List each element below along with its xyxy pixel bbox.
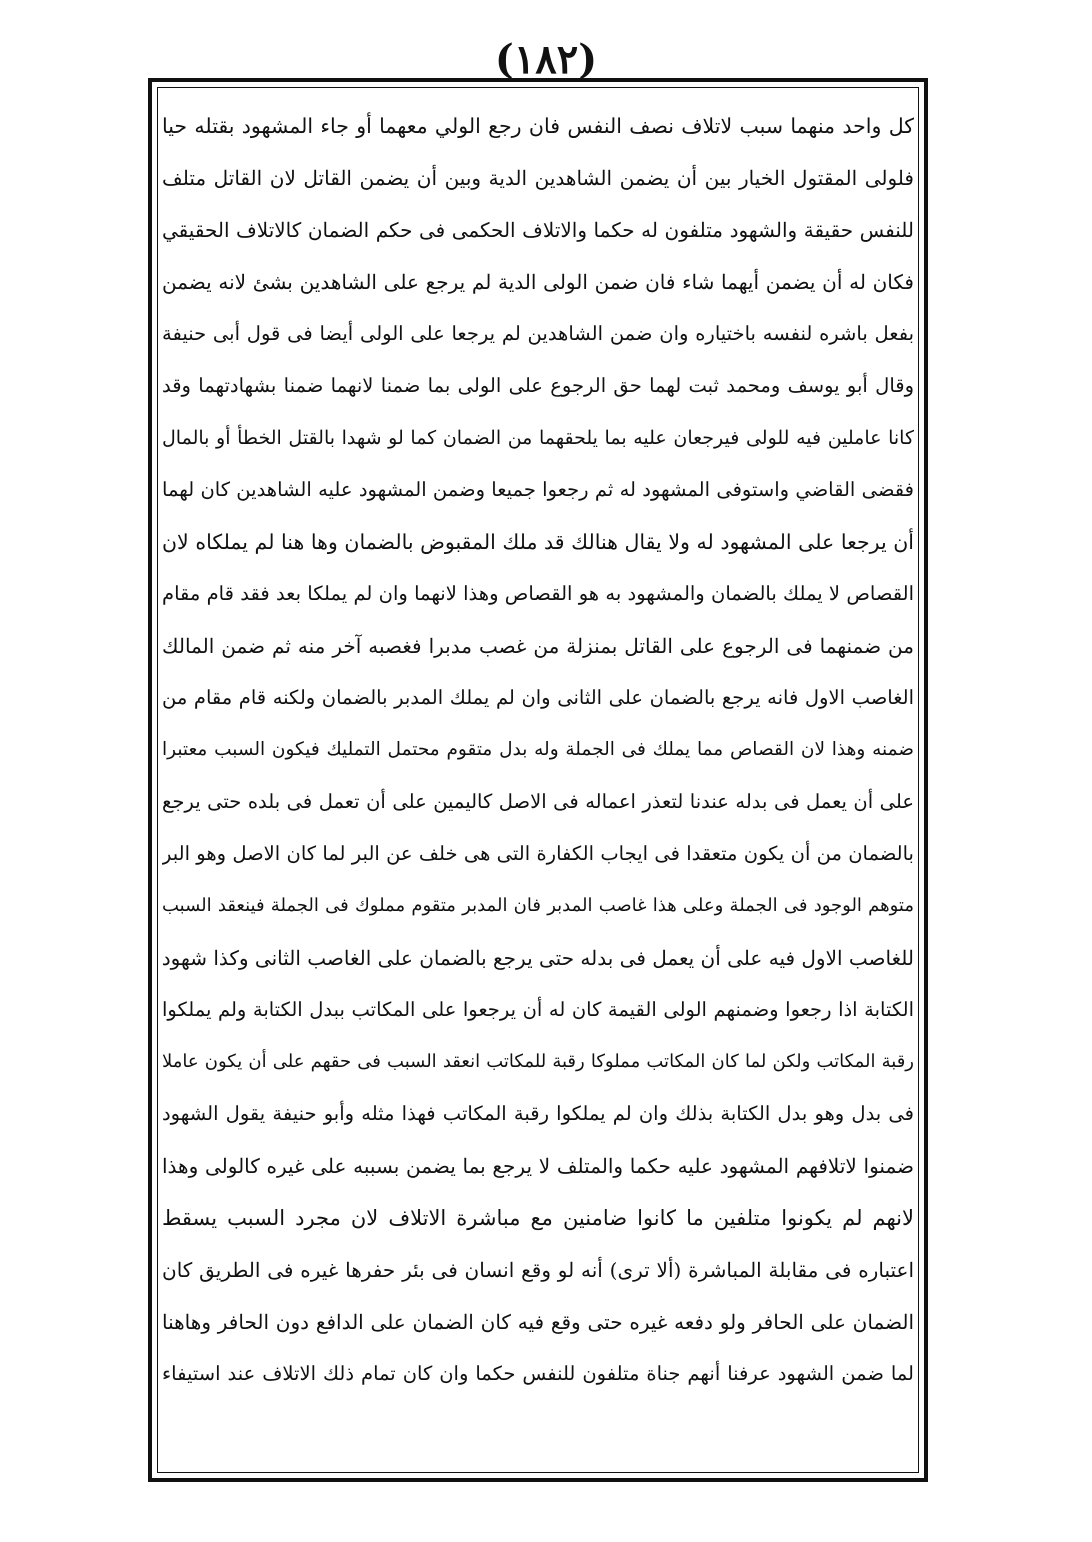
text-line: اعتباره فى مقابلة المباشرة (ألا ترى) أنه لو وقع انسان فى بئر حفرها غيره فى الطريق كان [162, 1258, 914, 1282]
text-line: فكان له أن يضمن أيهما شاء فان ضمن الولى الدية لم يرجع على الشاهدين بشئ لانه يضمن [162, 270, 914, 294]
text-line: بالضمان من أن يكون متعقدا فى ايجاب الكفارة التى هى خلف عن البر لما كان الاصل وهو البر [162, 842, 914, 865]
text-line: فقضى القاضي واستوفى المشهود له ثم رجعوا جميعا وضمن المشهود عليه الشاهدين كان لهما [162, 478, 914, 501]
text-line: وقال أبو يوسف ومحمد ثبت لهما حق الرجوع على الولى بما ضمنا لانهما ضمنا بشهادتهما وقد [162, 374, 914, 397]
text-line: كل واحد منهما سبب لاتلاف نصف النفس فان رجع الولي معهما أو جاء المشهود بقتله حيا [162, 114, 914, 138]
text-line: على أن يعمل فى بدله عندنا لتعذر اعماله فى الاصل كاليمين على أن تعمل فى بلده حتى يرجع [162, 790, 914, 813]
text-line: أن يرجعا على المشهود له ولا يقال هنالك قد ملك المقبوض بالضمان وها هنا لم يملكاه لان [162, 530, 914, 554]
text-line: فى بدل وهو بدل الكتابة بذلك وان لم يملكوا رقبة المكاتب فهذا مثله وأبو حنيفة يقول الشهود [162, 1102, 914, 1125]
text-line: بفعل باشره لنفسه باختياره وان ضمن الشاهدين لم يرجعا على الولى أيضا فى قول أبى حنيفة [162, 322, 914, 345]
text-line: متوهم الوجود فى الجملة وعلى هذا غاصب المدبر فان المدبر متقوم مملوك فى الجملة فينعقد السبب [162, 895, 914, 916]
page-number: (١٨٢) [494, 36, 598, 83]
text-line: الغاصب الاول فانه يرجع بالضمان على الثانى وان لم يملك المدبر بالضمان ولكنه قام مقام من [162, 686, 914, 709]
text-line: لما ضمن الشهود عرفنا أنهم جناة متلفون للنفس حكما وان كان تمام ذلك الاتلاف عند استيفاء [162, 1362, 914, 1385]
text-line: رقبة المكاتب ولكن لما كان المكاتب مملوكا رقبة للمكاتب انعقد السبب فى حقهم على أن يكون عاملا [162, 1051, 914, 1072]
text-line: ضمنوا لاتلافهم المشهود عليه حكما والمتلف لا يرجع بما يضمن بسببه على غيره كالولى وهذا [162, 1154, 914, 1178]
text-line: من ضمنهما فى الرجوع على القاتل بمنزلة من غصب مدبرا فغصبه آخر منه ثم ضمن المالك [162, 634, 914, 658]
text-line: لانهم لم يكونوا متلفين ما كانوا ضامنين مع مباشرة الاتلاف لان مجرد السبب يسقط [162, 1206, 914, 1230]
text-line: الكتابة اذا رجعوا وضمنهم الولى القيمة كان له أن يرجعوا على المكاتب ببدل الكتابة ولم يملكوا [162, 998, 914, 1021]
text-line: ضمنه وهذا لان القصاص مما يملك فى الجملة وله بدل متقوم محتمل التمليك فيكون السبب معتبرا [162, 739, 914, 760]
text-line: كانا عاملين فيه للولى فيرجعان عليه بما يلحقهما من الضمان كما لو شهدا بالقتل الخطأ أو بالمال [162, 427, 914, 449]
text-line: الضمان على الحافر ولو دفعه غيره حتى وقع فيه كان الضمان على الدافع دون الحافر وهاهنا [162, 1310, 914, 1334]
main-text [162, 100, 914, 1400]
text-line: فلولى المقتول الخيار بين أن يضمن الشاهدين الدية وبين أن يضمن القاتل لان القاتل متلف [162, 166, 914, 190]
text-line: للنفس حقيقة والشهود متلفون له حكما والاتلاف الحكمى فى حكم الضمان كالاتلاف الحقيقي [162, 218, 914, 242]
text-line: للغاصب الاول فيه على أن يعمل فى بدله حتى يرجع بالضمان على الغاصب الثانى وكذا شهود [162, 946, 914, 970]
text-line: القصاص لا يملك بالضمان والمشهود به هو القصاص وهذا لانهما وان لم يملكا بعد فقد قام مقام [162, 582, 914, 605]
